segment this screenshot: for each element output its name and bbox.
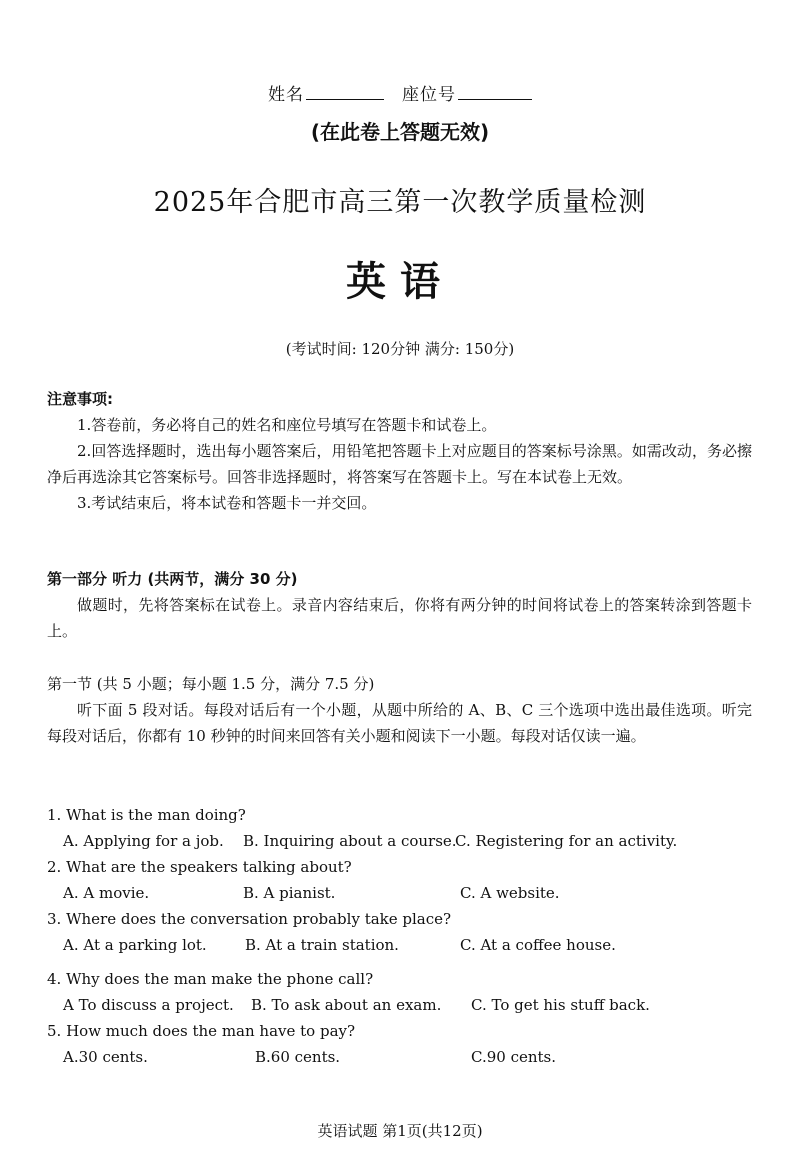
exam-time-score: (考试时间: 120分钟 满分: 150分) <box>285 340 515 358</box>
subject-title: 英语 <box>346 259 454 305</box>
question-options <box>47 828 752 854</box>
option-a: A. A movie. <box>63 884 150 902</box>
option-b: B.60 cents. <box>255 1048 341 1066</box>
option-c: C. Registering for an activity. <box>455 832 678 850</box>
section1-instruction: 听下面 5 段对话。每段对话后有一个小题，从题中所给的 A、B、C 三个选项中选出最佳选项。听完每段对话后，你都有 10 秒钟的时间来回答有关小题和阅读下一小题。每段对话仅读一遍。 <box>47 701 752 745</box>
notice-heading: 注意事项: <box>47 390 113 408</box>
question-options <box>47 992 752 1018</box>
exam-title: 2025年合肥市高三第一次教学质量检测 <box>153 187 647 218</box>
option-a: A.30 cents. <box>63 1048 148 1066</box>
option-c: C. To get his stuff back. <box>471 996 650 1014</box>
spacer <box>47 958 752 966</box>
question-stem: 2. What are the speakers talking about? <box>47 858 352 876</box>
question-stem: 1. What is the man doing? <box>47 806 246 824</box>
question-options <box>47 880 752 906</box>
invalid-answer-note: (在此卷上答题无效) <box>310 120 490 144</box>
option-c: C. A website. <box>460 884 560 902</box>
seat-blank <box>458 97 532 100</box>
question-stem: 4. Why does the man make the phone call? <box>47 970 374 988</box>
part1-heading: 第一部分 听力 (共两节，满分 30 分) <box>47 570 298 588</box>
candidate-info-row <box>0 80 800 105</box>
option-c: C. At a coffee house. <box>460 936 616 954</box>
section1-heading: 第一节 (共 5 小题；每小题 1.5 分，满分 7.5 分) <box>47 675 375 693</box>
notice-item: 3.考试结束后，将本试卷和答题卡一并交回。 <box>77 494 377 512</box>
question-stem: 5. How much does the man have to pay? <box>47 1022 356 1040</box>
option-b: B. At a train station. <box>245 936 399 954</box>
notice-section <box>47 386 752 516</box>
notice-item: 2.回答选择题时，选出每小题答案后，用铅笔把答题卡上对应题目的答案标号涂黑。如需改动，务必擦净后再选涂其它答案标号。回答非选择题时，将答案写在答题卡上。写在本试卷上无效。 <box>47 442 752 486</box>
option-a: A. At a parking lot. <box>63 936 207 954</box>
option-a: A. Applying for a job. <box>63 832 224 850</box>
seat-label: 座位号 <box>402 85 456 105</box>
name-label: 姓名 <box>268 85 304 105</box>
question-options <box>47 932 752 958</box>
option-b: B. A pianist. <box>243 884 336 902</box>
option-b: B. Inquiring about a course. <box>243 832 457 850</box>
option-a: A To discuss a project. <box>63 996 234 1014</box>
name-blank <box>306 97 384 100</box>
question-options <box>47 1044 752 1070</box>
question-stem: 3. Where does the conversation probably take place? <box>47 910 452 928</box>
notice-item: 1.答卷前，务必将自己的姓名和座位号填写在答题卡和试卷上。 <box>77 416 497 434</box>
part1-section <box>47 566 752 644</box>
section1 <box>47 671 752 749</box>
option-c: C.90 cents. <box>471 1048 556 1066</box>
page-footer: 英语试题 第1页(共12页) <box>317 1122 483 1140</box>
part1-instruction: 做题时，先将答案标在试卷上。录音内容结束后，你将有两分钟的时间将试卷上的答案转涂到答题卡上。 <box>47 596 752 640</box>
question-list <box>47 802 752 1070</box>
option-b: B. To ask about an exam. <box>251 996 442 1014</box>
